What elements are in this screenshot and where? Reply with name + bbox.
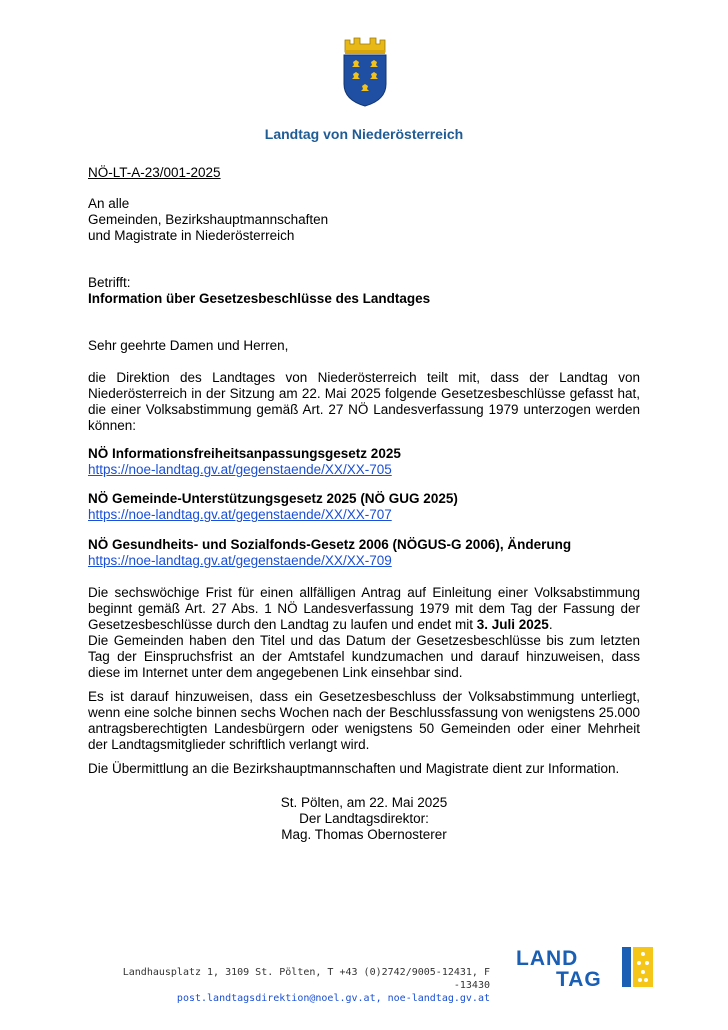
- signatory-name: Mag. Thomas Obernosterer: [281, 827, 447, 842]
- info-paragraph: [88, 633, 640, 681]
- law-title: NÖ Informationsfreiheitsanpassungsgesetz 2025: [88, 446, 401, 461]
- page-title: Landtag von Niederösterreich: [264, 126, 464, 142]
- subject-label: Betrifft:: [88, 275, 131, 290]
- signatory-role: Der Landtagsdirektor:: [299, 811, 429, 826]
- recipient-block: [88, 196, 328, 244]
- recipient-line: und Magistrate in Niederösterreich: [88, 228, 295, 243]
- subject-block: [88, 275, 430, 307]
- law-link[interactable]: https://noe-landtag.gv.at/gegenstaende/XX/XX-707: [88, 507, 392, 522]
- info-paragraph: [88, 761, 640, 777]
- law-title: NÖ Gesundheits- und Sozialfonds-Gesetz 2006 (NÖGUS-G 2006), Änderung: [88, 537, 572, 552]
- deadline-paragraph: [88, 585, 640, 633]
- law-item: [88, 537, 648, 569]
- recipient-line: Gemeinden, Bezirkshauptmannschaften: [88, 212, 329, 227]
- logo-line1: LAND: [516, 947, 579, 970]
- footer-contact[interactable]: post.landtagsdirektion@noel.gv.at, noe-landtag.gv.at: [176, 993, 490, 1004]
- deadline-date: 3. Juli 2025: [476, 617, 549, 632]
- law-title: NÖ Gemeinde-Unterstützungsgesetz 2025 (NÖ GUG 2025): [88, 491, 458, 506]
- coat-of-arms-icon: [340, 36, 390, 108]
- subject-text: Information über Gesetzesbeschlüsse des Landtages: [88, 291, 431, 306]
- recipient-line: An alle: [88, 196, 130, 211]
- law-item: [88, 491, 648, 523]
- reference-number: NÖ-LT-A-23/001-2025: [88, 165, 221, 180]
- landtag-logo-icon: [516, 946, 656, 988]
- law-link[interactable]: https://noe-landtag.gv.at/gegenstaende/XX/XX-709: [88, 553, 392, 568]
- footer-address: Landhausplatz 1, 3109 St. Pölten, T +43 (0)2742/9005-12431, F -13430: [122, 967, 490, 991]
- law-link[interactable]: https://noe-landtag.gv.at/gegenstaende/XX/XX-705: [88, 462, 392, 477]
- footer: [90, 966, 490, 1005]
- logo-line2: TAG: [556, 968, 602, 988]
- paragraph-text: Die Gemeinden haben den Titel und das Datum der Gesetzesbeschlüsse bis zum letzten Tag der Einspruchsfrist an der Amtstafel kundzumachen und darauf hinzuweisen, dass diese im Internet unter dem angegebenen Link einsehbar sind.: [88, 633, 640, 680]
- signature-block: [0, 795, 728, 843]
- salutation: Sehr geehrte Damen und Herren,: [88, 338, 289, 353]
- intro-paragraph: [88, 370, 640, 434]
- info-paragraph: [88, 689, 640, 753]
- paragraph-text: Es ist darauf hinzuweisen, dass ein Gesetzesbeschluss der Volksabstimmung unterliegt, wenn eine solche binnen sechs Wochen nach der Beschlussfassung von wenigstens 25.000 antragsberechtigten Landesbürgern oder wenigstens 50 Gemeinden oder einer Mehrheit der Landtagsmitglieder schriftlich verlangt wird.: [88, 689, 640, 752]
- intro-text: die Direktion des Landtages von Niederösterreich teilt mit, dass der Landtag von Niederösterreich in der Sitzung am 22. Mai 2025 folgende Gesetzesbeschlüsse gefasst hat, die einer Volksabstimmung gemäß Art. 27 NÖ Landesverfassung 1979 unterzogen werden können:: [88, 370, 640, 433]
- deadline-end: .: [548, 617, 553, 632]
- deadline-text: Die sechswöchige Frist für einen allfälligen Antrag auf Einleitung einer Volksabstimmung beginnt gemäß Art. 27 Abs. 1 NÖ Landesverfassung 1979 mit dem Tag der Fassung der Gesetzesbeschlüsse durch den Landtag zu laufen und endet mit: [88, 585, 640, 632]
- place-date: St. Pölten, am 22. Mai 2025: [280, 795, 448, 810]
- law-item: [88, 446, 648, 478]
- paragraph-text: Die Übermittlung an die Bezirkshauptmannschaften und Magistrate dient zur Information.: [88, 761, 620, 776]
